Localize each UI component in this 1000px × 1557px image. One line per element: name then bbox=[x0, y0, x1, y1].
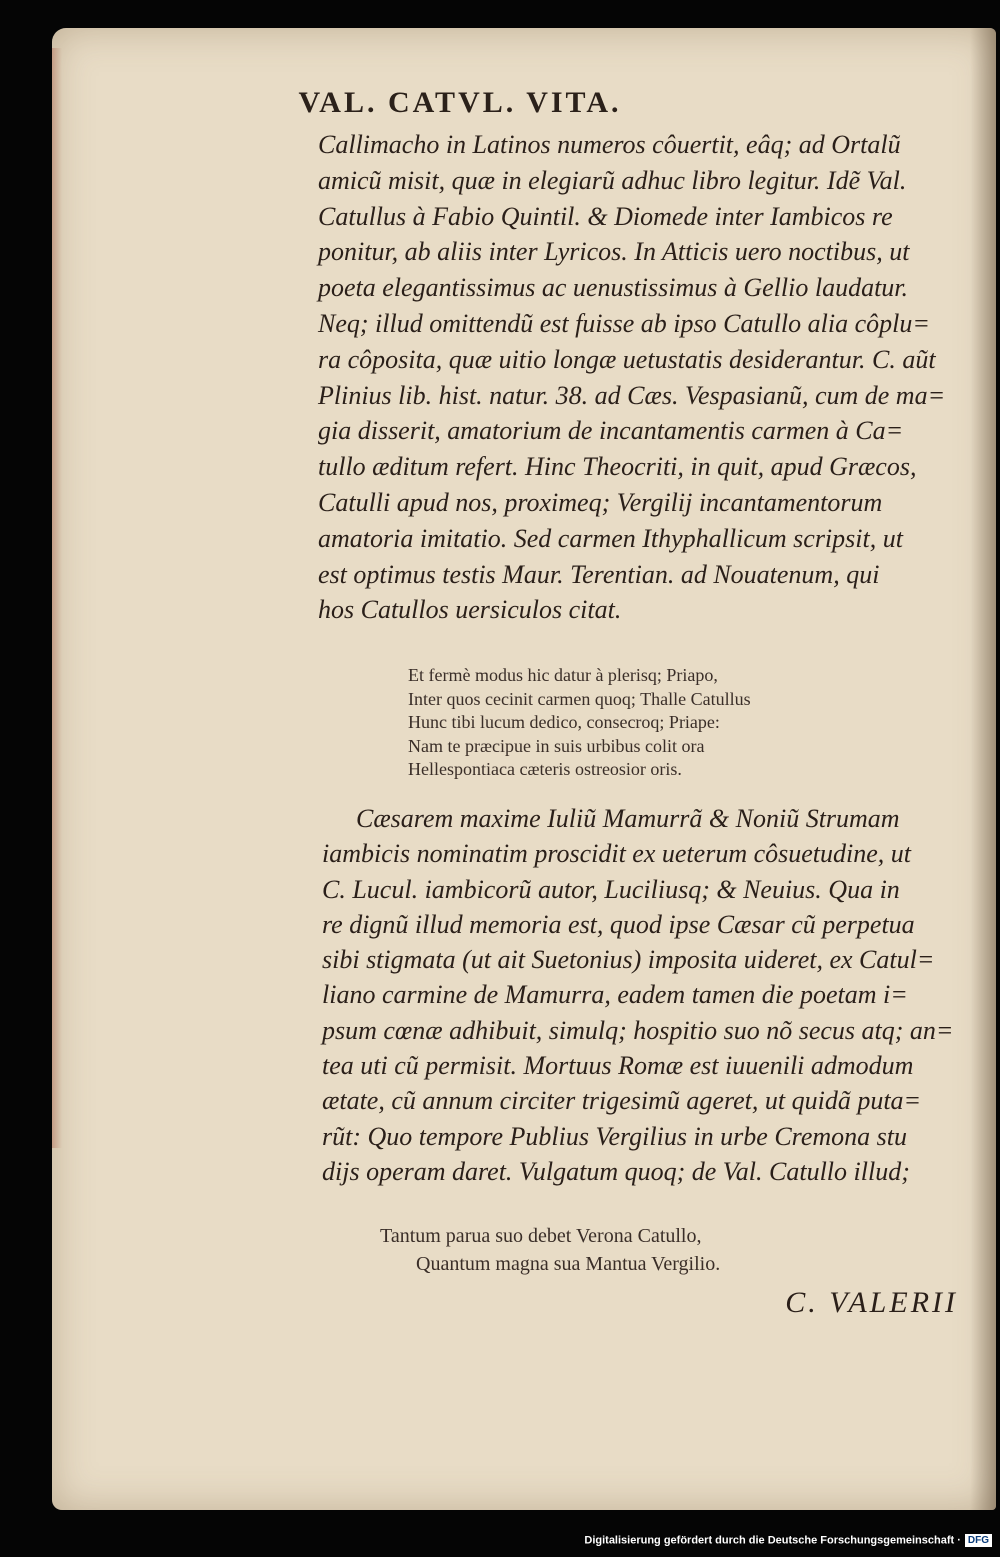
text-line: ponitur, ab aliis inter Lyricos. In Atticis uero noctibus, ut bbox=[318, 237, 910, 267]
text-line: est optimus testis Maur. Terentian. ad Nouatenum, qui bbox=[318, 559, 880, 589]
couplet-line: Tantum parua suo debet Verona Catullo, bbox=[380, 1225, 702, 1247]
text-line: dijs operam daret. Vulgatum quoq; de Val. Catullo illud; bbox=[322, 1156, 910, 1186]
verse-line: Hellespontiaca cæteris ostreosior oris. bbox=[408, 759, 682, 780]
text-line: Catulli apud nos, proximeq; Vergilij incantamentorum bbox=[318, 487, 883, 517]
text-line: Neq; illud omittendũ est fuisse ab ipso Catullo alia côplu= bbox=[318, 308, 930, 338]
text-line: tullo æditum refert. Hinc Theocriti, in quit, apud Græcos, bbox=[318, 452, 917, 482]
couplet-line: Quantum magna sua Mantua Vergilio. bbox=[416, 1253, 721, 1275]
text-line: re dignũ illud memoria est, quod ipse Cæsar cũ perpetua bbox=[322, 909, 915, 939]
text-line: poeta elegantissimus ac uenustissimus à Gellio laudatur. bbox=[318, 273, 909, 303]
page-edge-shadow-left bbox=[52, 48, 62, 1148]
credit-text: Digitalisierung gefördert durch die Deutsche Forschungsgemeinschaft · bbox=[584, 1534, 961, 1547]
catchword: C. VALERII bbox=[785, 1286, 958, 1319]
paragraph-2 bbox=[322, 801, 972, 1189]
text-line: tea uti cũ permisit. Mortuus Romæ est iuuenili admodum bbox=[322, 1051, 914, 1081]
text-line: C. Lucul. iambicorũ autor, Luciliusq; & Neuius. Qua in bbox=[322, 874, 900, 904]
text-line: Cæsarem maxime Iuliũ Mamurrã & Noniũ Strumam bbox=[356, 804, 900, 833]
verse-line: Hunc tibi lucum dedico, consecroq; Priape: bbox=[408, 712, 720, 733]
digitization-credit bbox=[0, 1534, 992, 1547]
text-line: gia disserit, amatorium de incantamentis carmen à Ca= bbox=[318, 416, 904, 446]
verse-line: Nam te præcipue in suis urbibus colit ora bbox=[408, 735, 705, 756]
text-line: ra côposita, quæ uitio longæ uetustatis desiderantur. C. aũt bbox=[318, 344, 936, 374]
text-line: liano carmine de Mamurra, eadem tamen die poetam i= bbox=[322, 980, 908, 1010]
text-line: Catullus à Fabio Quintil. & Diomede inter Iambicos re bbox=[318, 201, 893, 231]
text-line: Callimacho in Latinos numeros côuertit, eâq; ad Ortalũ bbox=[318, 130, 901, 159]
text-line: sibi stigmata (ut ait Suetonius) imposita uideret, ex Catul= bbox=[322, 945, 935, 975]
text-line: hos Catullos uersiculos citat. bbox=[318, 595, 622, 625]
text-line: iambicis nominatim proscidit ex ueterum côsuetudine, ut bbox=[322, 839, 911, 869]
epigram-couplet bbox=[380, 1222, 880, 1278]
text-line: amatoria imitatio. Sed carmen Ithyphallicum scripsit, ut bbox=[318, 523, 903, 553]
verse-quotation bbox=[408, 664, 928, 782]
text-line: Plinius lib. hist. natur. 38. ad Cæs. Vespasianũ, cum de ma= bbox=[318, 380, 946, 410]
text-line: psum cœnæ adhibuit, simulq; hospitio suo nõ secus atq; an= bbox=[322, 1015, 954, 1045]
text-line: rũt: Quo tempore Publius Vergilius in urbe Cremona stu bbox=[322, 1121, 907, 1151]
text-line: ætate, cũ annum circiter trigesimũ ageret, ut quidã puta= bbox=[322, 1086, 922, 1116]
running-head: VAL. CATVL. VITA. bbox=[298, 86, 622, 119]
verse-line: Inter quos cecinit carmen quoq; Thalle Catullus bbox=[408, 688, 751, 709]
verse-line: Et fermè modus hic datur à plerisq; Priapo, bbox=[408, 665, 718, 685]
paragraph-1 bbox=[318, 127, 968, 628]
dfg-logo: DFG bbox=[965, 1534, 992, 1547]
text-line: amicũ misit, quæ in elegiarũ adhuc libro legitur. Idẽ Val. bbox=[318, 165, 907, 195]
page-edge-shadow-right bbox=[970, 28, 996, 1510]
